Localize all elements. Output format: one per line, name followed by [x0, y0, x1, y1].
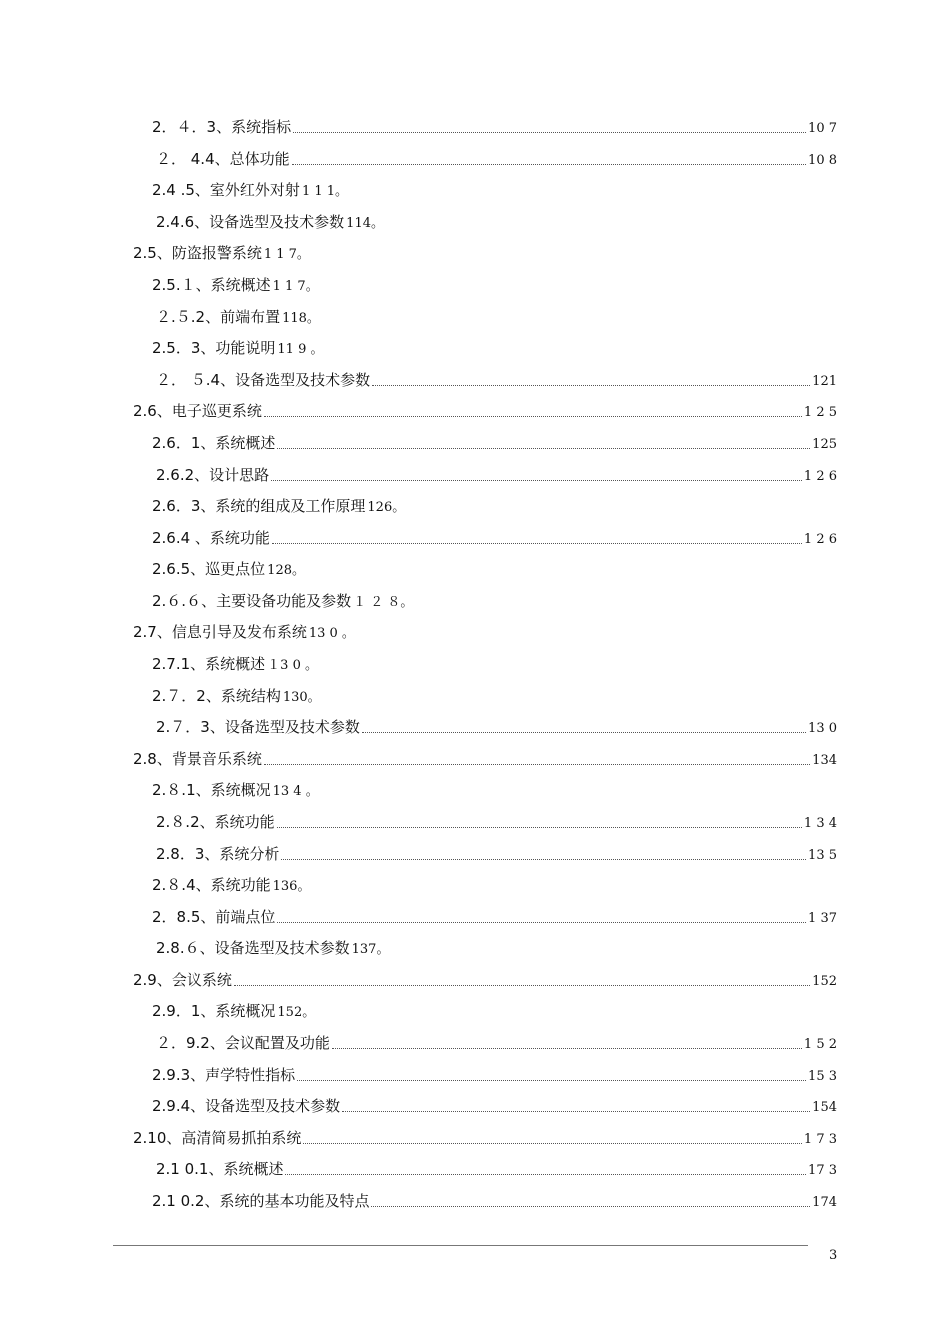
dot-leader — [277, 448, 810, 449]
toc-entry-label: 2.8.６、设备选型及技术参数 — [156, 939, 350, 957]
toc-entry-page: 11 9 。 — [277, 342, 324, 357]
toc-entry-page: 1 1 7。 — [263, 247, 310, 262]
toc-entry-page: 1 2 5 — [803, 405, 837, 420]
toc-entry-page: １ ２ ８。 — [353, 595, 414, 610]
toc-entry-page: 1 1 1。 — [301, 184, 349, 199]
toc-entry[interactable] — [152, 1189, 837, 1213]
toc-entry[interactable] — [156, 810, 837, 834]
toc-entry[interactable] — [152, 684, 321, 708]
toc-entry-page: 134 — [812, 753, 837, 768]
toc-entry-page: 121 — [812, 374, 837, 389]
dot-leader — [271, 480, 802, 481]
page-number: 3 — [829, 1248, 838, 1263]
toc-entry-page: １3 0 。 — [267, 658, 318, 673]
toc-entry-page: 13 5 — [808, 848, 837, 863]
toc-entry-label: 2.9.3、声学特性指标 — [152, 1066, 296, 1084]
toc-entry[interactable] — [156, 210, 384, 234]
toc-entry[interactable] — [133, 241, 310, 265]
toc-entry-label: 2.7、信息引导及发布系统 — [133, 623, 307, 641]
toc-entry-page: 130。 — [282, 690, 321, 705]
toc-entry-label: 2.5、防盗报警系统 — [133, 244, 262, 262]
dot-leader — [264, 416, 802, 417]
toc-entry[interactable] — [152, 273, 319, 297]
dot-leader — [285, 1174, 806, 1175]
toc-entry-label: 2.1 0.1、系统概述 — [156, 1160, 284, 1178]
toc-entry[interactable] — [156, 1157, 837, 1181]
toc-entry[interactable] — [152, 778, 319, 802]
toc-entry-page: 1 7 3 — [803, 1132, 837, 1147]
toc-entry[interactable] — [152, 905, 837, 929]
toc-entry-label: 2.７．2、系统结构 — [152, 687, 281, 705]
toc-entry-label: 2.8．3、系统分析 — [156, 845, 280, 863]
dot-leader — [292, 164, 806, 165]
toc-entry-label: 2.5．3、功能说明 — [152, 339, 276, 357]
toc-entry[interactable] — [152, 526, 837, 550]
toc-entry-page: 152 — [812, 974, 837, 989]
toc-entry-label: 2.８.1、系统概况 — [152, 781, 271, 799]
dot-leader — [272, 543, 802, 544]
dot-leader — [332, 1048, 802, 1049]
dot-leader — [264, 764, 810, 765]
toc-entry-page: 1 37 — [808, 911, 837, 926]
toc-entry-label: ２． ５.4、设备选型及技术参数 — [156, 371, 371, 389]
toc-entry-label: 2.9、会议系统 — [133, 971, 232, 989]
dot-leader — [277, 827, 802, 828]
toc-entry-label: 2.８.2、系统功能 — [156, 813, 275, 831]
toc-entry-label: 2.７．3、设备选型及技术参数 — [156, 718, 360, 736]
toc-entry-label: 2.4 .5、室外红外对射 — [152, 181, 300, 199]
toc-entry[interactable] — [152, 873, 310, 897]
toc-entry-label: 2.8、背景音乐系统 — [133, 750, 262, 768]
dot-leader — [303, 1143, 802, 1144]
toc-entry[interactable] — [133, 747, 837, 771]
toc-entry-page: 154 — [812, 1100, 837, 1115]
dot-leader — [372, 385, 810, 386]
toc-entry-label: 2.6.2、设计思路 — [156, 466, 270, 484]
toc-entry-page: 15 3 — [808, 1069, 837, 1084]
toc-entry[interactable] — [156, 368, 837, 392]
toc-entry-page: 1 1 7。 — [272, 279, 319, 294]
toc-entry[interactable] — [156, 842, 837, 866]
toc-entry-label: 2.10、高清简易抓拍系统 — [133, 1129, 302, 1147]
toc-entry[interactable] — [156, 305, 320, 329]
toc-entry-page: 114。 — [346, 216, 384, 231]
dot-leader — [371, 1206, 810, 1207]
toc-entry[interactable] — [152, 115, 837, 139]
toc-entry[interactable] — [152, 999, 315, 1023]
toc-entry-label: 2.4.6、设备选型及技术参数 — [156, 213, 345, 231]
toc-entry-page: 118。 — [282, 311, 320, 326]
toc-entry-label: ２． 4.4、总体功能 — [156, 150, 290, 168]
toc-entry-page: 13 0 。 — [308, 626, 355, 641]
toc-entry-page: 1 5 2 — [803, 1037, 837, 1052]
toc-entry-page: 136。 — [272, 879, 311, 894]
dot-leader — [342, 1111, 810, 1112]
toc-entry-page: 125 — [812, 437, 837, 452]
toc-entry[interactable] — [152, 1094, 837, 1118]
toc-entry-label: 2.1 0.2、系统的基本功能及特点 — [152, 1192, 370, 1210]
toc-entry-page: 1 2 6 — [803, 469, 837, 484]
dot-leader — [362, 732, 806, 733]
toc-entry-page: 17 3 — [808, 1163, 837, 1178]
toc-entry-label: 2.6.5、巡更点位 — [152, 560, 266, 578]
toc-entry[interactable] — [152, 494, 405, 518]
toc-entry[interactable] — [156, 463, 837, 487]
dot-leader — [277, 922, 806, 923]
toc-entry-page: 10 7 — [808, 121, 837, 136]
toc-entry-label: 2.6、电子巡更系统 — [133, 402, 262, 420]
toc-entry[interactable] — [152, 557, 305, 581]
toc-entry[interactable] — [156, 147, 837, 171]
toc-entry-page: 1 3 4 — [803, 816, 837, 831]
toc-entry[interactable] — [133, 968, 837, 992]
toc-entry-page: 1 2 6 — [803, 532, 837, 547]
toc-entry[interactable] — [156, 936, 389, 960]
toc-entry-page: 126。 — [367, 500, 406, 515]
footer-divider — [113, 1245, 808, 1246]
toc-entry-label: 2.８.4、系统功能 — [152, 876, 271, 894]
toc-entry-label: 2.9．1、系统概况 — [152, 1002, 276, 1020]
dot-leader — [297, 1080, 806, 1081]
toc-entry[interactable] — [133, 1126, 837, 1150]
toc-entry-page: 152。 — [277, 1005, 316, 1020]
toc-entry-label: 2．8.5、前端点位 — [152, 908, 276, 926]
toc-entry-label: ２．9.2、会议配置及功能 — [156, 1034, 330, 1052]
toc-entry-label: 2．４．3、系统指标 — [152, 118, 292, 136]
toc-entry-label: 2.9.4、设备选型及技术参数 — [152, 1097, 341, 1115]
toc-entry-page: 13 0 — [808, 721, 837, 736]
toc-entry[interactable] — [152, 336, 323, 360]
dot-leader — [234, 985, 810, 986]
toc-entry-label: 2.６.６、主要设备功能及参数 — [152, 592, 352, 610]
toc-entry-page: 13 4 。 — [272, 784, 319, 799]
toc-entry-label: 2.6．3、系统的组成及工作原理 — [152, 497, 366, 515]
dot-leader — [293, 132, 806, 133]
toc-entry-label: 2.6．1、系统概述 — [152, 434, 276, 452]
toc-entry[interactable] — [152, 178, 348, 202]
toc-entry-label: 2.6.4 、系统功能 — [152, 529, 270, 547]
toc-entry-page: 128。 — [267, 563, 305, 578]
toc-entry[interactable] — [152, 431, 837, 455]
toc-entry[interactable] — [152, 589, 413, 613]
toc-entry[interactable] — [133, 620, 355, 644]
toc-entry-label: 2.7.1、系统概述 — [152, 655, 266, 673]
toc-entry-page: 10 8 — [808, 153, 837, 168]
toc-entry[interactable] — [152, 652, 318, 676]
toc-entry-page: 137。 — [351, 942, 390, 957]
toc-entry[interactable] — [133, 399, 837, 423]
dot-leader — [281, 859, 806, 860]
toc-entry-label: 2.5.１、系统概述 — [152, 276, 271, 294]
toc-entry-page: 174 — [812, 1195, 837, 1210]
toc-entry[interactable] — [156, 715, 837, 739]
toc-entry[interactable] — [156, 1031, 837, 1055]
toc-entry[interactable] — [152, 1063, 837, 1087]
toc-entry-label: ２.５.2、前端布置 — [156, 308, 281, 326]
